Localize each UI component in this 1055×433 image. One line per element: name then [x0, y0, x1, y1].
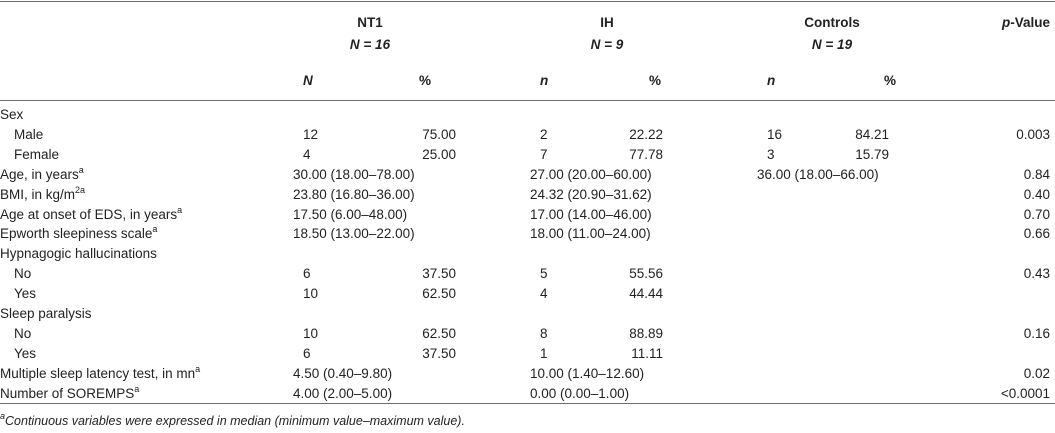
row-label: Yes [14, 346, 37, 361]
table-cell: 7 [540, 147, 548, 162]
row-label: Age, in years$^a$ [0, 164, 84, 182]
row-label: Sleep paralysis [0, 306, 92, 321]
table-cell-span: 10.00 (1.40–12.60) [530, 366, 645, 381]
bottom-rule [0, 403, 1055, 404]
table-cell: 10 [303, 326, 319, 341]
table-cell: 37.50 [422, 346, 456, 361]
table-cell: 4 [540, 286, 548, 301]
row-label: Female [14, 147, 60, 162]
table-cell: 8 [540, 326, 548, 341]
table-cell-span: 24.32 (20.90–31.62) [530, 187, 652, 202]
p-value: 0.16 [1023, 326, 1050, 341]
table-cell: 77.78 [629, 147, 663, 162]
table-cell: 75.00 [422, 127, 456, 142]
table-cell: 10 [303, 286, 319, 301]
row-label: Age at onset of EDS, in years$^a$ [0, 204, 183, 222]
row-label: No [14, 266, 32, 281]
p-value: 0.66 [1023, 226, 1050, 241]
row-label: BMI, in $kg/m^{2a}$ [0, 184, 86, 202]
row-label: Sex [0, 107, 24, 122]
p-value: <0.0001 [1000, 386, 1050, 401]
subheader-ih-pct: % [648, 73, 661, 88]
table-cell: 88.89 [629, 326, 663, 341]
subheader-controls-pct: % [883, 73, 896, 88]
table-cell-span: 17.50 (6.00–48.00) [293, 207, 408, 222]
table-cell: 2 [540, 127, 548, 142]
p-value: 0.40 [1023, 187, 1050, 202]
header-controls-n: N = 19 [811, 37, 853, 52]
row-label: Epworth sleepiness scale$^a$ [0, 223, 158, 241]
header-nt1: NT1 [357, 15, 383, 30]
row-label: Male [14, 127, 44, 142]
table-cell-span: 30.00 (18.00–78.00) [293, 167, 415, 182]
table-cell: 6 [303, 266, 311, 281]
p-value: 0.84 [1023, 167, 1050, 182]
table-cell-span: 23.80 (16.80–36.00) [293, 187, 415, 202]
table-cell-span: 17.00 (14.00–46.00) [530, 207, 652, 222]
subheader-controls-n: n [767, 73, 776, 88]
table-cell: 3 [767, 147, 775, 162]
subheader-ih-n: n [540, 73, 549, 88]
header-controls: Controls [804, 15, 860, 30]
table-cell: 1 [540, 346, 548, 361]
table-cell: 55.56 [629, 266, 663, 281]
table-cell-span: 18.50 (13.00–22.00) [293, 226, 415, 241]
table-cell: 84.21 [855, 127, 889, 142]
table-cell-span: 4.00 (2.00–5.00) [293, 386, 393, 401]
p-value: 0.43 [1023, 266, 1050, 281]
row-label: Number of SOREMPS$^a$ [0, 383, 140, 401]
table-cell: 6 [303, 346, 311, 361]
table-cell: 5 [540, 266, 548, 281]
row-label: Multiple sleep latency test, in $mn^a$ [0, 363, 201, 381]
top-rule [0, 1, 1055, 2]
table-cell: 11.11 [631, 346, 663, 361]
table-cell-span: 0.00 (0.00–1.00) [530, 386, 630, 401]
table-cell-span: 4.50 (0.40–9.80) [293, 366, 393, 381]
header-ih-n: N = 9 [590, 37, 624, 52]
subheader-nt1-pct: % [418, 73, 431, 88]
row-label: Hypnagogic hallucinations [0, 246, 157, 261]
table-cell: 4 [303, 147, 311, 162]
p-value: 0.70 [1023, 207, 1050, 222]
table-cell: 25.00 [422, 147, 456, 162]
table-cell: 22.22 [629, 127, 663, 142]
table-cell-span: 18.00 (11.00–24.00) [530, 226, 651, 241]
table-cell: 62.50 [422, 286, 456, 301]
header-nt1-n: N = 16 [349, 37, 391, 52]
header-pvalue: p-Value [1001, 15, 1050, 30]
row-label: No [14, 326, 32, 341]
table-cell: 12 [303, 127, 319, 142]
header-ih: IH [600, 15, 614, 30]
table-cell-span: 27.00 (20.00–60.00) [530, 167, 652, 182]
header-rule [0, 100, 1055, 101]
table-cell-span: 36.00 (18.00–66.00) [757, 167, 879, 182]
table-cell: 44.44 [629, 286, 663, 301]
table-cell: 37.50 [422, 266, 456, 281]
table-footnote: $^a$Continuous variables were expressed in median (minimum value–maximum value). [0, 410, 465, 428]
row-label: Yes [14, 286, 37, 301]
table-cell: 16 [767, 127, 783, 142]
table-cell: 15.79 [855, 147, 889, 162]
subheader-nt1-n: N [303, 73, 313, 88]
p-value: 0.02 [1023, 366, 1050, 381]
table-cell: 62.50 [422, 326, 456, 341]
p-value: 0.003 [1016, 127, 1050, 142]
